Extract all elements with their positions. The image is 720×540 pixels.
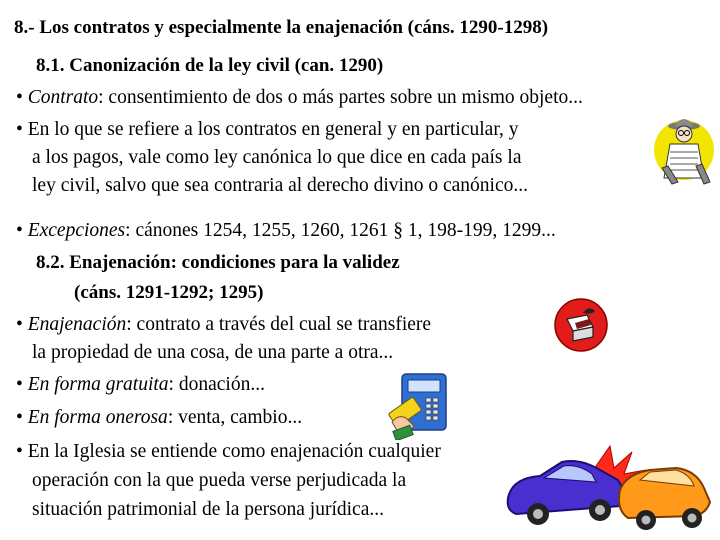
gift-circle-icon: [553, 297, 609, 353]
bullet-enajenacion: [16, 315, 431, 335]
bullet-ley-civil-line3: ley civil, salvo que sea contraria al derecho divino o canónico...: [32, 175, 528, 196]
car-crash-icon: [500, 440, 714, 536]
definition-enajenacion: : contrato a través del cual se transfiere: [126, 314, 432, 335]
definition-onerosa: : venta, cambio...: [167, 407, 303, 428]
bullet-iglesia-line3: situación patrimonial de la persona jurídica...: [32, 499, 384, 520]
bullet-mark: •: [16, 407, 28, 428]
term-gratuita: En forma gratuita: [27, 374, 169, 395]
definition-contrato: : consentimiento de dos o más partes sobre un mismo objeto...: [98, 87, 583, 108]
term-excepciones: Excepciones: [27, 220, 126, 241]
bullet-mark: •: [16, 374, 28, 395]
term-enajenacion: Enajenación: [27, 314, 127, 335]
bullet-onerosa: [16, 408, 302, 428]
reader-newspaper-icon: [648, 108, 718, 192]
definition-excepciones: : cánones 1254, 1255, 1260, 1261 § 1, 198-199, 1299...: [125, 220, 556, 241]
bullet-iglesia-line1: • En la Iglesia se entiende como enajenación cualquier: [16, 441, 441, 462]
term-onerosa: En forma onerosa: [27, 407, 168, 428]
bullet-gratuita: [16, 375, 265, 395]
bullet-enajenacion-line2: la propiedad de una cosa, de una parte a otra...: [32, 342, 394, 363]
bullet-iglesia-line2: operación con la que pueda verse perjudicada la: [32, 470, 407, 491]
bullet-excepciones: [16, 221, 556, 241]
section-title-8-1: 8.1. Canonización de la ley civil (can. 1290): [36, 55, 384, 76]
card-payment-icon: [388, 370, 458, 440]
bullet-ley-civil-line2: a los pagos, vale como ley canónica lo que dice en cada país la: [32, 147, 522, 168]
section-title-8-2-line1: 8.2. Enajenación: condiciones para la validez: [36, 252, 400, 273]
bullet-contrato: [16, 88, 583, 108]
definition-gratuita: : donación...: [168, 374, 265, 395]
section-title-8-2-line2: (cáns. 1291-1292; 1295): [74, 282, 264, 303]
slide-heading: 8.- Los contratos y especialmente la enajenación (cáns. 1290-1298): [14, 17, 549, 38]
bullet-mark: •: [16, 220, 28, 241]
term-contrato: Contrato: [27, 87, 99, 108]
bullet-ley-civil-line1: • En lo que se refiere a los contratos en general y en particular, y: [16, 119, 519, 140]
bullet-mark: •: [16, 87, 28, 108]
bullet-mark: •: [16, 314, 28, 335]
